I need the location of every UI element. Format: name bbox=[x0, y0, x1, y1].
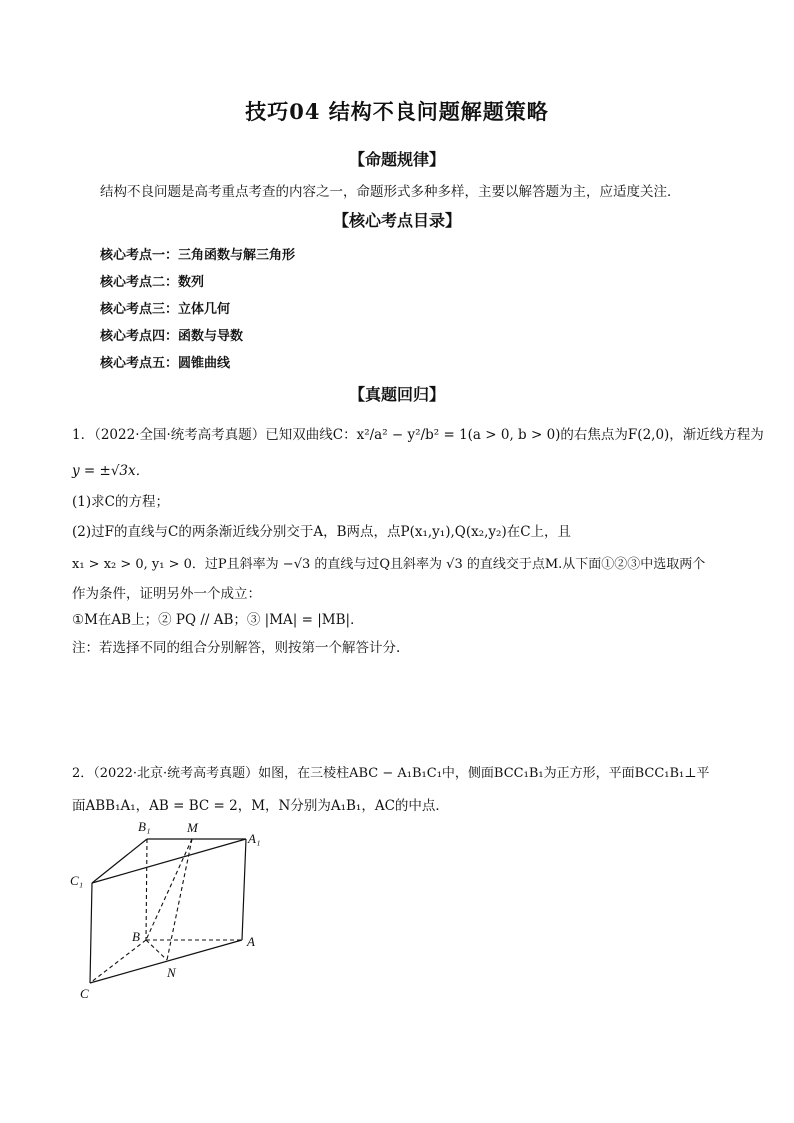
toc-item: 核心考点五：圆锥曲线 bbox=[100, 356, 231, 371]
edge-c-a bbox=[90, 940, 242, 983]
label-a: A bbox=[247, 934, 255, 949]
edge-c1-a1 bbox=[92, 839, 246, 883]
question-1-line-7: ①M在AB上；② PQ // AB；③ |MA| = |MB|． bbox=[72, 612, 364, 628]
label-b1: B₁ bbox=[138, 819, 151, 834]
edge-b-c bbox=[90, 940, 146, 983]
question-1-line-1: 1．（2022·全国·统考高考真题）已知双曲线C：x²/a² − y²/b² = 1(a > 0, b > 0)的右焦点为F(2,0)，渐近线方程为 bbox=[72, 427, 764, 443]
question-2-line-1: 2．（2022·北京·统考高考真题）如图，在三棱柱ABC − A₁B₁C₁中，侧面BCC₁B₁为正方形，平面BCC₁B₁⊥平 bbox=[72, 766, 710, 781]
edge-c1-c bbox=[90, 883, 92, 983]
page-title: 技巧04 结构不良问题解题策略 bbox=[245, 99, 549, 124]
label-b: B bbox=[132, 929, 140, 944]
label-m: M bbox=[187, 820, 198, 835]
label-c1: C₁ bbox=[70, 873, 84, 888]
question-1-line-2: y = ±√3x． bbox=[72, 463, 150, 479]
question-1-line-6: 作为条件，证明另外一个成立： bbox=[72, 586, 261, 602]
label-a1: A₁ bbox=[248, 831, 261, 846]
question-1-line-4: (2)过F的直线与C的两条渐近线分别交于A，B两点，点P(x₁,y₁),Q(x₂,y₂)在C上，且 bbox=[72, 524, 572, 540]
question-1-note: 注：若选择不同的组合分别解答，则按第一个解答计分. bbox=[72, 640, 401, 656]
label-c: C bbox=[80, 986, 89, 1001]
toc-item: 核心考点一：三角函数与解三角形 bbox=[100, 248, 296, 263]
question-2-line-2: 面ABB₁A₁，AB = BC = 2，M，N分别为A₁B₁，AC的中点． bbox=[72, 798, 449, 814]
segment-m-b bbox=[146, 839, 192, 940]
prism-figure bbox=[60, 815, 280, 1010]
section-heading-rule: 【命题规律】 bbox=[348, 150, 445, 169]
edge-c1-b1 bbox=[92, 839, 147, 883]
edge-a1-a bbox=[242, 839, 246, 940]
rule-text: 结构不良问题是高考重点考查的内容之一，命题形式多种多样，主要以解答题为主，应适度关注． bbox=[100, 184, 681, 200]
segment-b-n bbox=[146, 940, 167, 960]
question-1-line-3: (1)求C的方程； bbox=[72, 494, 169, 510]
question-1-line-5: x₁ > x₂ > 0, y₁ > 0．过P且斜率为 −√3 的直线与过Q且斜率为 √3 的直线交于点M.从下面①②③中选取两个 bbox=[72, 557, 706, 572]
toc-item: 核心考点四：函数与导数 bbox=[100, 329, 244, 344]
section-heading-toc: 【核心考点目录】 bbox=[332, 211, 461, 230]
label-n: N bbox=[167, 965, 176, 980]
segment-m-n bbox=[167, 839, 192, 960]
toc-item: 核心考点二：数列 bbox=[100, 275, 205, 290]
edge-b1-b bbox=[146, 839, 147, 940]
section-heading-review: 【真题回归】 bbox=[348, 385, 445, 404]
toc-item: 核心考点三：立体几何 bbox=[100, 302, 231, 317]
